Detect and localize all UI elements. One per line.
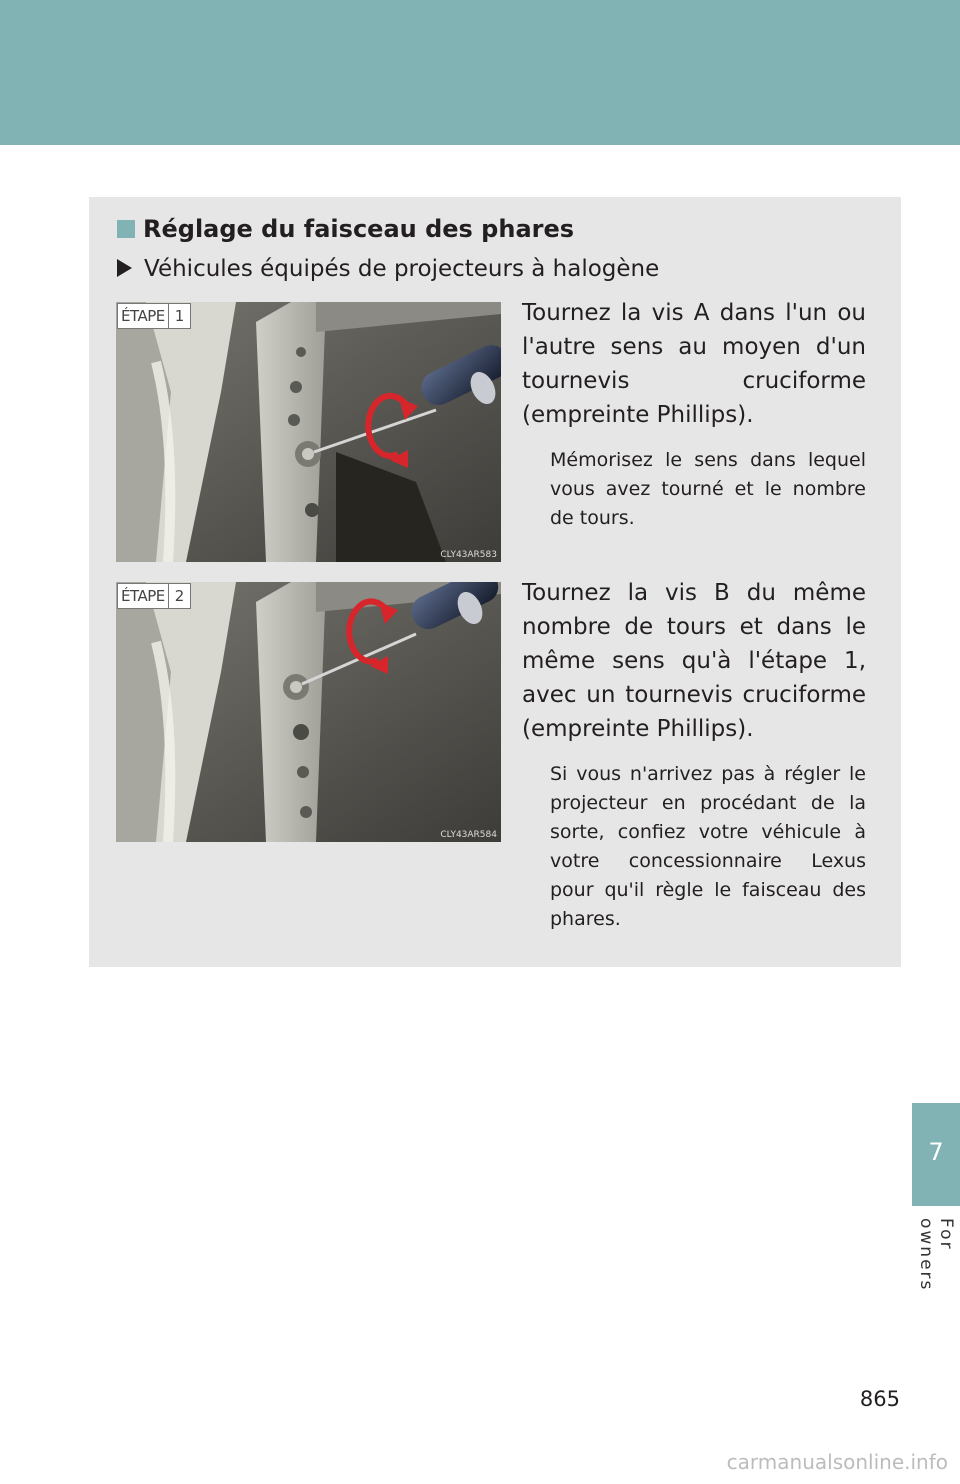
section-subtitle	[117, 253, 659, 285]
step1-badge-number: 1	[168, 304, 191, 328]
page-number: 865	[859, 1387, 900, 1411]
step2-badge	[117, 583, 191, 609]
step2-image-code: CLY43AR584	[440, 830, 497, 840]
headlight-screw-a-illustration	[116, 302, 501, 562]
section-subtitle-text: Véhicules équipés de projecteurs à halogène	[144, 256, 660, 282]
chapter-label: For owners	[916, 1218, 956, 1292]
step1-badge	[117, 303, 191, 329]
step1-image-code: CLY43AR583	[440, 550, 497, 560]
step1-instruction: Tournez la vis A dans l'un ou l'autre sens au moyen d'un tournevis cruciforme (empreinte Phillips).	[522, 300, 866, 428]
step1-illustration	[116, 302, 501, 562]
section-title-text: Réglage du faisceau des phares	[143, 215, 575, 243]
step1-badge-label: ÉTAPE	[121, 307, 165, 325]
step2-note: Si vous n'arrivez pas à régler le projecteur en procédant de la sorte, confiez votre véhicule à votre concessionnaire Lexus pour qu'il règle le faisceau des phares.	[550, 763, 866, 930]
step2-instruction: Tournez la vis B du même nombre de tours et dans le même sens qu'à l'étape 1, avec un tournevis cruciforme (empreinte Phillips).	[522, 580, 866, 742]
step2-badge-number: 2	[168, 584, 191, 608]
step2-badge-label: ÉTAPE	[121, 587, 165, 605]
watermark: carmanualsonline.info	[726, 1450, 948, 1474]
triangle-bullet-icon	[117, 259, 132, 277]
chapter-tab[interactable]	[912, 1103, 960, 1206]
header-band	[0, 0, 960, 145]
chapter-number: 7	[928, 1138, 944, 1166]
headlight-screw-b-illustration	[116, 582, 501, 842]
step2-illustration	[116, 582, 501, 842]
section-title	[117, 213, 574, 245]
step1-note: Mémorisez le sens dans lequel vous avez tourné et le nombre de tours.	[550, 449, 866, 529]
square-bullet-icon	[117, 220, 135, 238]
